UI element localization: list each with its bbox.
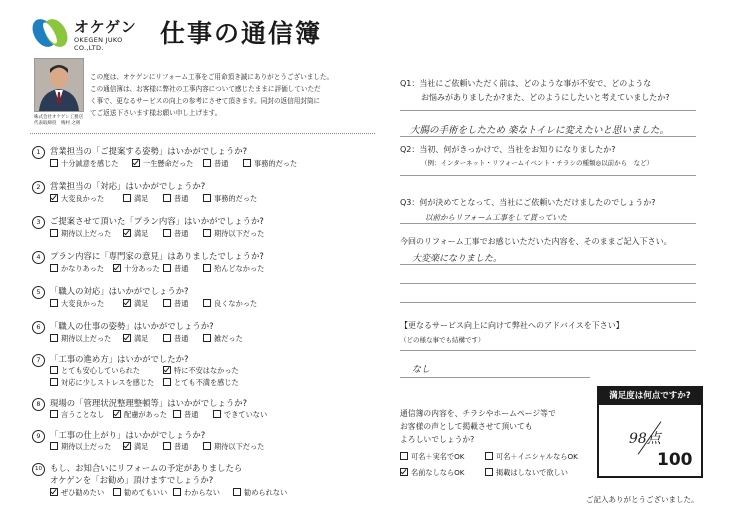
publish-question: よろしいでしょうか? — [400, 435, 475, 444]
thanks-text: ご記入ありがとうございました。 — [586, 495, 699, 504]
publish-question: 通信簿の内容を、チラシやホームページ等で — [400, 409, 556, 418]
option-checkbox[interactable]: 言うことなし — [50, 410, 104, 420]
publish-option[interactable]: 名前なしならOK — [400, 468, 465, 478]
answer-line — [400, 136, 696, 137]
option-checkbox[interactable]: 雑だった — [203, 334, 243, 344]
q4-question: 今回のリフォーム工事でお感じいただいた内容を、そのままご記入下さい。 — [400, 237, 672, 246]
option-checkbox[interactable]: ぜひ勧めたい — [50, 488, 104, 498]
option-checkbox[interactable]: 期待以下だった — [203, 442, 264, 452]
option-checkbox[interactable]: 普通 — [163, 442, 188, 452]
answer-line — [400, 110, 696, 111]
question-text: 現場の「管理状況整理整頓等」はいかがでしょうか? — [50, 398, 248, 408]
option-checkbox[interactable]: 期待以上だった — [50, 334, 111, 344]
option-checkbox[interactable]: 大変良かった — [50, 194, 104, 204]
question-text: オケゲンを「お勧め」頂けますでしょうか? — [50, 475, 214, 485]
option-checkbox[interactable]: 普通 — [163, 264, 188, 274]
answer-line — [400, 302, 696, 303]
publish-option[interactable]: 可名＋イニシャルならOK — [485, 452, 578, 462]
option-checkbox[interactable]: 普通 — [173, 410, 198, 420]
option-checkbox[interactable]: 普通 — [163, 299, 188, 309]
option-checkbox[interactable]: 十分誠意を感じた — [50, 159, 119, 169]
question-text: もし、お知合いにリフォームの予定がありましたら — [50, 463, 243, 473]
publish-option[interactable]: 掲載はしないで欲しい — [485, 468, 568, 478]
option-checkbox[interactable]: 満足 — [123, 229, 148, 239]
question-text: ご提案させて頂いた「プラン内容」はいかがでしょうか? — [50, 216, 264, 226]
option-checkbox[interactable]: とても不満を感じた — [163, 378, 239, 388]
page-title: 仕事の通信簿 — [160, 19, 323, 48]
q2-question: Q2：当初、何がきっかけで、当社をお知りになりましたか? — [400, 145, 616, 154]
option-checkbox[interactable]: できていない — [213, 410, 267, 420]
option-checkbox[interactable]: 十分あった — [113, 264, 160, 274]
option-checkbox[interactable]: 期待以上だった — [50, 229, 111, 239]
question-number: 1 — [32, 146, 45, 159]
photo-caption-company: 株式会社オケゲン工務店 — [34, 115, 84, 120]
question-text: 「工事の進め方」はいかがでしたか? — [50, 354, 189, 364]
q1-question: Q1：当社にご依頼いただく前は、どのような事が不安で、どのような — [400, 79, 652, 88]
option-checkbox[interactable]: 満足 — [123, 299, 148, 309]
option-checkbox[interactable]: 一生懸命だった — [132, 159, 193, 169]
intro-line: この通信簿は、お客様に弊社の工事内容について感じたままに評価していただ — [90, 85, 321, 93]
question-text: 「職人の対応」はいかがでしょうか? — [50, 286, 189, 296]
option-checkbox[interactable]: かなりあった — [50, 264, 104, 274]
answer-line — [400, 283, 696, 284]
person-icon — [35, 59, 83, 111]
option-checkbox[interactable]: 大変良かった — [50, 299, 104, 309]
satisfaction-score-box — [597, 386, 703, 478]
publish-question: お客様の声として掲載させて頂いても — [400, 422, 533, 431]
question-text: 営業担当の「ご提案する姿勢」はいかがでしょうか? — [50, 146, 248, 156]
option-checkbox[interactable]: 良くなかった — [203, 299, 257, 309]
option-checkbox[interactable]: 満足 — [123, 442, 148, 452]
publish-option[interactable]: 可名＋実名でOK — [400, 452, 465, 462]
intro-line: く事で、更なるサービスの向上の参考にさせて頂きます。同封の返信用封筒に — [90, 97, 321, 105]
question-number: 3 — [32, 216, 45, 229]
option-checkbox[interactable]: 普通 — [163, 334, 188, 344]
option-checkbox[interactable]: 普通 — [203, 159, 228, 169]
q3-question: Q3：何が決めてとなって、当社にご依頼いただけましたのでしょうか? — [400, 198, 656, 207]
option-checkbox[interactable]: わからない — [173, 488, 220, 498]
option-checkbox[interactable]: 殆んどなかった — [203, 264, 264, 274]
q1-answer[interactable]: 大腸の手術をしたため 楽なトイレに変えたいと思いました。 — [410, 125, 670, 136]
option-checkbox[interactable]: 満足 — [123, 194, 148, 204]
option-checkbox[interactable]: 普通 — [163, 229, 188, 239]
option-checkbox[interactable]: 特に不安はなかった — [163, 366, 239, 376]
answer-line — [400, 377, 590, 378]
logo-leaf-icon — [30, 16, 70, 50]
advice-title: 【更なるサービス向上に向けて弊社へのアドバイスを下さい】 — [400, 321, 624, 330]
q4-answer[interactable]: 大変楽になりました。 — [412, 254, 503, 264]
option-checkbox[interactable]: 期待以上だった — [50, 442, 111, 452]
option-checkbox[interactable]: 期待以下だった — [203, 229, 264, 239]
question-number: 7 — [32, 354, 45, 367]
answer-line — [400, 175, 696, 176]
q2-example: （例：インターネット・リフォームイベント・チラシの種類◎以前から など） — [421, 159, 654, 167]
question-text: 営業担当の「対応」はいかがでしょうか? — [50, 181, 206, 191]
brand-name-jp: オケゲン — [74, 18, 137, 36]
score-title: 満足度は何点ですか? — [599, 388, 701, 405]
question-number: 10 — [32, 463, 45, 476]
answer-line — [400, 223, 696, 224]
option-checkbox[interactable]: 事務的だった — [203, 194, 257, 204]
advice-subtitle: （どの様な事でも結構です） — [400, 336, 485, 344]
option-checkbox[interactable]: 満足 — [123, 334, 148, 344]
option-checkbox[interactable]: 勧められない — [233, 488, 287, 498]
option-checkbox[interactable]: 普通 — [163, 194, 188, 204]
option-checkbox[interactable]: 配慮があった — [113, 410, 167, 420]
question-text: 「工事の仕上がり」はいかがでしょうか? — [50, 430, 206, 440]
intro-line: この度は、オケゲンにリフォーム工事をご用命頂き誠にありがとうございました。 — [90, 73, 334, 81]
question-text: 「職人の仕事の姿勢」はいかがでしょうか? — [50, 321, 214, 331]
question-number: 8 — [32, 398, 45, 411]
question-text: プラン内容に「専門家の意見」はありましたでしょうか? — [50, 251, 264, 261]
question-number: 4 — [32, 251, 45, 264]
answer-line — [400, 264, 696, 265]
q3-answer[interactable]: 以前からリフォーム工事をして貰っていた — [425, 213, 568, 222]
intro-line: てご返送下さいます様お願い申し上げます。 — [90, 109, 222, 117]
header-divider — [30, 133, 375, 134]
q1-question: お悩みがありましたか?また、どのようにしたいと考えていましたか? — [421, 93, 670, 102]
brand-name-en: OKEGEN JUKO CO.,LTD. — [74, 36, 123, 52]
question-number: 5 — [32, 286, 45, 299]
question-number: 6 — [32, 321, 45, 334]
question-number: 2 — [32, 181, 45, 194]
option-checkbox[interactable]: 勧めてもいい — [113, 488, 167, 498]
option-checkbox[interactable]: 対応に少しストレスを感じた — [50, 378, 154, 388]
option-checkbox[interactable]: とても安心していられた — [50, 366, 140, 376]
president-photo — [34, 58, 84, 112]
option-checkbox[interactable]: 事務的だった — [243, 159, 297, 169]
score-max: 100 — [657, 450, 693, 470]
advice-answer[interactable]: なし — [412, 365, 431, 375]
photo-caption-name: 代表取締役 梅村 之則 — [34, 121, 81, 126]
question-number: 9 — [32, 430, 45, 443]
company-logo — [30, 14, 148, 52]
score-value[interactable]: 98点 — [629, 431, 661, 447]
answer-line — [400, 350, 696, 351]
